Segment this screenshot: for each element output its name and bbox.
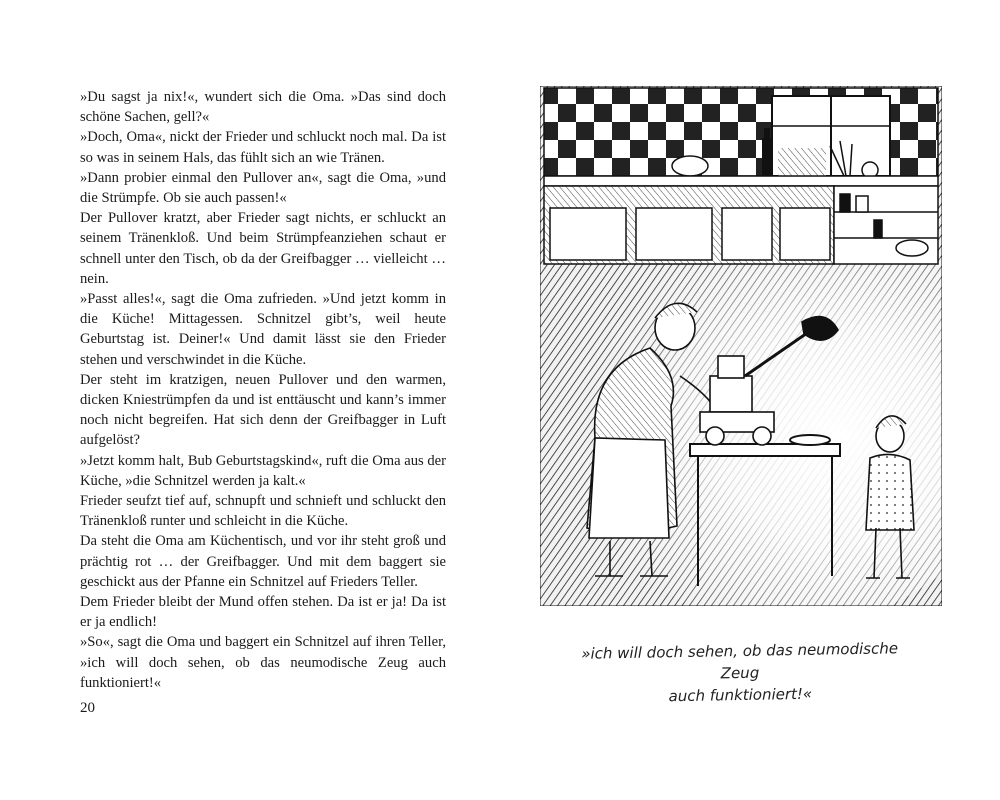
paragraph: Der Pullover kratzt, aber Frieder sagt nichts, er schluckt an seinem Tränenkloß. Und beim Strümpfeanziehen schaut er schnell unter den Tisch, ob da der Greifbagger … vielleicht … nein. [80, 210, 446, 287]
paragraph: Dem Frieder bleibt der Mund offen stehen. Da ist er ja! Da ist er ja endlich! [80, 594, 446, 631]
paragraph: »Doch, Oma«, nickt der Frieder und schluckt noch mal. Da ist so was in seinem Hals, das fühlt sich an wie Tränen. [80, 129, 446, 166]
paragraph: Da steht die Oma am Küchentisch, und vor ihr steht groß und prächtig rot … der Greifbagger. Und mit dem baggert sie geschickt aus der Pfanne ein Schnitzel auf Frieders Teller. [80, 533, 446, 590]
kitchen-cabinets [544, 186, 938, 264]
paragraph: »Passt alles!«, sagt die Oma zufrieden. »Und jetzt komm in die Küche! Mittagessen. Schnitzel gibt’s, weil heute Geburtstag ist. Deiner!« Und damit lässt sie den Frieder stehen und verschwindet in die Küche. [80, 291, 446, 368]
caption-line: »ich will doch sehen, ob das neumodische Zeug [581, 639, 899, 683]
paragraph: Der steht im kratzigen, neuen Pullover und den warmen, dicken Kniestrümpfen da und ist enttäuscht und kann’s immer noch nicht begreifen. Hat sich denn der Greifbagger in Luft aufgelöst? [80, 371, 446, 449]
page-number: 20 [80, 700, 95, 716]
caption-line: auch funktioniert!« [668, 684, 813, 706]
body-text [80, 87, 446, 693]
paragraph: Frieder seufzt tief auf, schnupft und schnieft und schluckt den Tränenkloß runter und schleicht in die Küche. [80, 493, 446, 530]
kitchen-illustration [540, 86, 942, 606]
paragraph: »So«, sagt die Oma und baggert ein Schnitzel auf ihren Teller, »ich will doch sehen, ob das neumodische Zeug auch funktioniert!« [80, 634, 446, 691]
illustration-caption [559, 637, 920, 709]
paragraph: »Jetzt komm halt, Bub Geburtstagskind«, ruft die Oma aus der Küche, »die Schnitzel werden ja kalt.« [80, 452, 446, 489]
paragraph: »Du sagst ja nix!«, wundert sich die Oma. »Das sind doch schöne Sachen, gell?« [80, 89, 446, 126]
paragraph: »Dann probier einmal den Pullover an«, sagt die Oma, »und die Strümpfe. Ob sie auch passen!« [80, 169, 446, 207]
